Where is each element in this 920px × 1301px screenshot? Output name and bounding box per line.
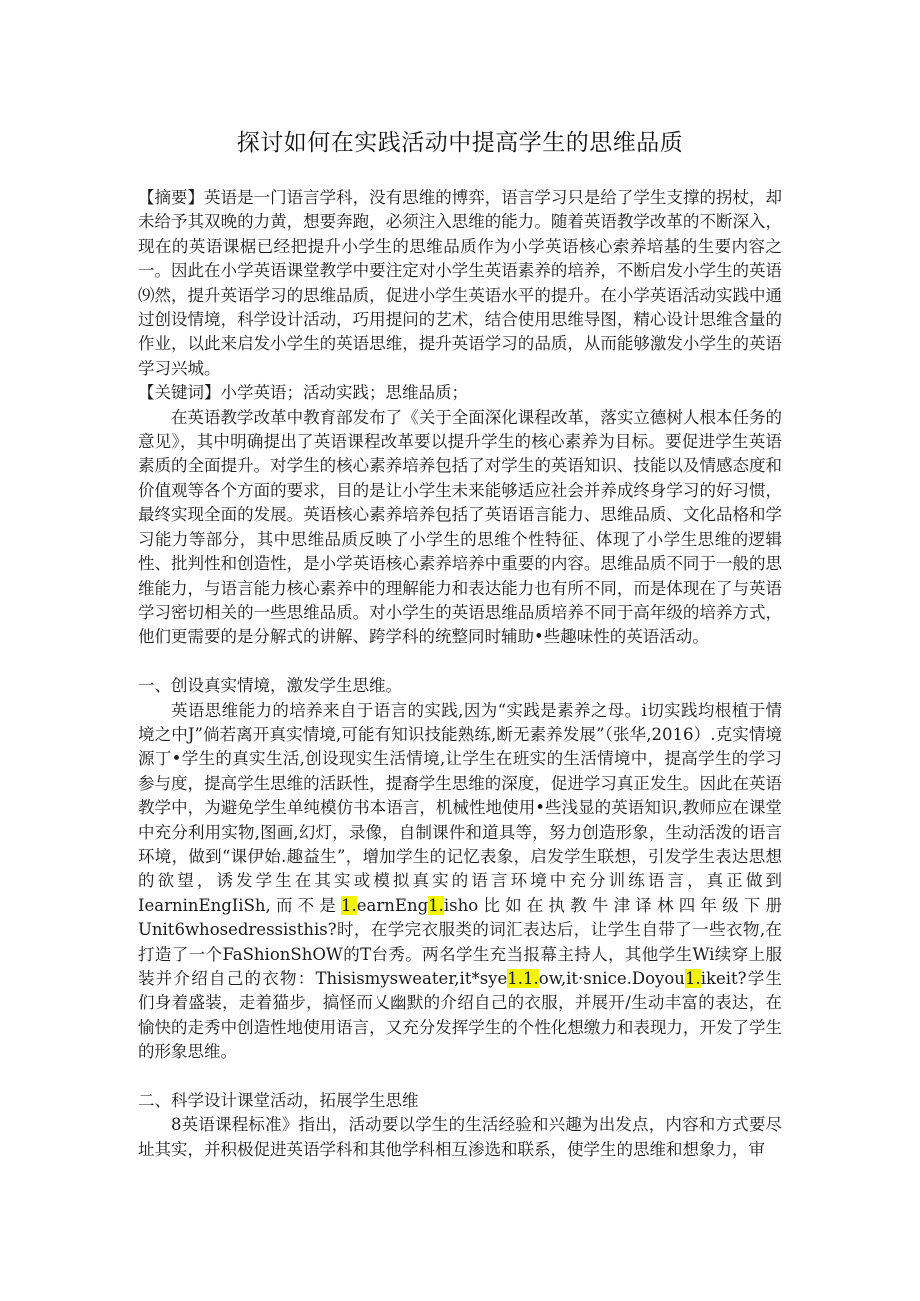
- section-1-text-b: earnEng: [356, 895, 429, 915]
- section-1-text-a: 英语思维能力的培养来自于语言的实践,因为“实践是素养之母。i切实践均根植于情境之中J”倘若离开真实情境,可能有知识技能熟练,断无素养发展”（张华,2016）.克实情境源丁•学生的真实生活,创设现实生活情境,让学生在班实的生活情境中，提高学生的学习参与度，提高学生思维的活跃性，提裔学生思维的深度，促进学习真正发生。因此在英语教学中，为避免学生单纯模仿书本语言，机械性地使用•些浅显的英语知识,教师应在课堂中充分利用实物,图画,幻灯，录像，自制课件和道具等，努力创造形象，生动活泼的语言环境，做到“课伊始.趣益生”，增加学生的记忆表象，启发学生联想，引发学生表达思想的欲望，诱发学生在其实或模拟真实的语言环境中充分训练语言，真正做到IearninEngIiSh,而不是: [138, 700, 782, 915]
- section-2-paragraph: 8英语课程标准》指出，活动要以学生的生活经验和兴趣为出发点，内容和方式要尽址其实，并积极促进英语学科和其他学科相互渗选和联系，使学生的思维和想象力，审: [138, 1115, 782, 1159]
- abstract-paragraph: 【摘要】英语是一门语言学科，没有思维的博弈，语言学习只是给了学生支撑的拐杖，却未给予其双晚的力黄，想要奔跑，必须注入思维的能力。随着英语教学改革的不断深入，现在的英语课椐已经把提升小学生的思维品质作为小学英语核心索养培基的生要内容之一。因此在小学英语课堂教学中要注定对小学生英语素养的培养，不断启发小学生的英语⑼然，提升英语学习的思维品质，促进小学生英语水平的提升。在小学英语活动实践中通过创设情境，科学设计活动，巧用提问的艺术，结合使用思维导图，精心设计思维含量的作业，以此来启发小学生的英语思维，提升英语学习的品质，从而能够激发小学生的英语学习兴城。: [138, 188, 782, 378]
- section-1-text-e: ikeit?学生们身着盛装，走着猫步，搞怪而乂幽默的介绍自己的衣服，并展开/生动丰富的表达，在愉快的走秀中创造性地使用语言，又充分发挥学生的个性化想缴力和表现力，开发了学生的形象思维。: [138, 968, 782, 1062]
- section-2-heading: 二、科学设计课堂活动，拓展学生思维: [138, 1091, 419, 1110]
- intro-paragraph: 在英语教学改革中教育部发布了《关于全面深化课程改革，落实立德树人根本任务的意见》，其中明确提出了英语课程改革要以提升学生的核心素养为目标。要促进学生英语素质的全面提升。对学生的核心素养培养包括了对学生的英语知识、技能以及情感态度和价值观等各个方面的要求，目的是让小学生未来能够适应社会并养成终身学习的好习惯，最终实现全面的发展。英语核心素养培养包括了英语语言能力、思维品质、文化品格和学习能力等部分，其中思维品质反映了小学生的思维个性特征、体现了小学生思维的逻辑性、批判性和创造性，是小学英语核心素养培养中重要的内容。思维品质不同于一般的思维能力，与语言能力核心素养中的理解能力和表达能力也有所不同，而是体现在了与英语学习密切相关的一些思维品质。对小学生的英语思维品质培养不同于高年级的培养方式，他们更需要的是分解式的讲解、跨学科的统整同时辅助•些趣味性的英语活动。: [138, 407, 782, 647]
- section-1-heading: 一、创设真实情境，激发学生思维。: [138, 676, 402, 696]
- section-1-text-d: ow,it·snice.Doyou: [538, 968, 685, 988]
- keywords-paragraph: 【关键词】小学英语；活动实践；思维品质；: [138, 383, 468, 403]
- highlight-mark: 1.: [428, 895, 444, 915]
- section-1-text-c: isho比如在执教牛津译林四年级下册Unit6whosedressisthis?时，在学完衣服类的词汇表达后，让学生自带了一些衣物,在打造了一个FaShionShOW的T台秀。两名学生充当报幕主持人，其他学生Wi续穿上服装并介绍自己的衣物：Thisismysweater,it*sye: [138, 895, 782, 988]
- document-title: 探讨如何在实践活动中提高学生的思维品质: [236, 130, 684, 156]
- highlight-mark: 1.: [684, 968, 701, 988]
- highlight-mark: 1.1.: [507, 968, 539, 988]
- document-body: [138, 186, 782, 1162]
- highlight-mark: 1.: [341, 895, 357, 915]
- section-1-paragraph: [138, 699, 782, 1065]
